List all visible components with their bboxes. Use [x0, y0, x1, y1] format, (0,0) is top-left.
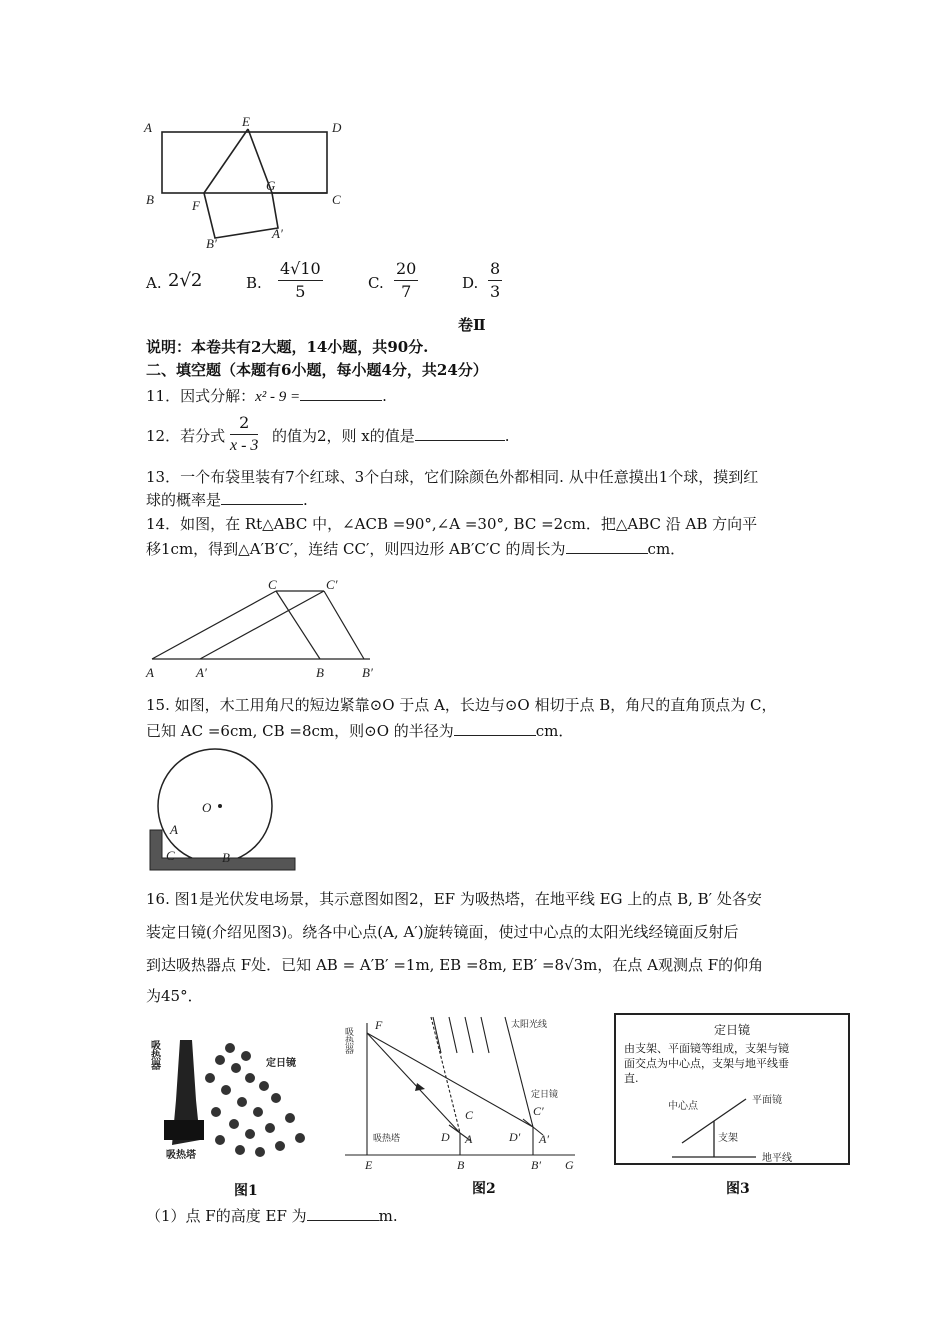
svg-text:B: B [222, 850, 230, 865]
question-16-line1: 16. 图1是光伏发电场景，其示意图如图2，EF 为吸热塔，在地平线 EG 上的点 B, B′ 处各安 [146, 890, 762, 908]
svg-text:平面镜: 平面镜 [752, 1095, 782, 1106]
label-a: A [144, 120, 152, 135]
svg-text:C′: C′ [326, 577, 338, 592]
fig1-caption: 图1 [234, 1183, 258, 1199]
question-16-line3: 到达吸热器点 F处．已知 AB = A′B′ =1m, EB =8m, EB′ =8√3m，在点 A观测点 F的仰角 [146, 956, 764, 974]
svg-text:O: O [202, 800, 212, 815]
question-15-line1: 15. 如图，木工用角尺的短边紧靠⊙O 于点 A，长边与⊙O 相切于点 B，角尺的直角顶点为 C， [146, 696, 777, 714]
svg-text:C′: C′ [533, 1104, 544, 1118]
svg-text:吸热器: 吸热器 [148, 1040, 160, 1070]
section-heading: 二、填空题（本题有6小题，每小题4分，共24分） [146, 361, 488, 379]
answer-blank-13[interactable] [221, 490, 303, 505]
q15-figure [140, 748, 310, 878]
question-13-line1: 13．一个布袋里装有7个红球、3个白球，它们除颜色外都相同. 从中任意摸出1个球，摸到红 [146, 468, 759, 486]
svg-text:A′: A′ [539, 1132, 549, 1146]
label-a-prime: A′ [272, 226, 283, 241]
question-12: 12．若分式 $\frac{2}{x - 3}$ 的值为2，则 x的值是 . [146, 413, 510, 454]
question-16-line2: 装定日镜(介绍见图3)。绕各中心点(A, A′)旋转镜面，使过中心点的太阳光线经镜面反射后 [146, 923, 739, 941]
question-16-line4: 为45°． [146, 987, 203, 1005]
answer-blank-12[interactable] [415, 426, 505, 441]
svg-text:C: C [166, 848, 175, 863]
rectangle-abcd [162, 132, 327, 193]
fig1-photo [150, 1020, 350, 1165]
fig2-diagram [345, 1015, 595, 1175]
label-f: F [192, 198, 200, 213]
svg-text:C: C [268, 577, 277, 592]
fig2-caption: 图2 [472, 1181, 496, 1197]
svg-text:F: F [375, 1018, 383, 1032]
answer-blank-11[interactable] [300, 386, 382, 401]
svg-text:吸热塔: 吸热塔 [373, 1133, 401, 1143]
question-15-line2: 已知 AC =6cm, CB =8cm，则⊙O 的半径为 cm． [146, 722, 574, 740]
svg-text:B′: B′ [531, 1158, 541, 1172]
svg-text:A: A [146, 665, 154, 680]
svg-text:中心点: 中心点 [668, 1101, 698, 1112]
svg-text:D: D [441, 1130, 450, 1144]
svg-text:A: A [170, 822, 178, 837]
svg-text:B: B [457, 1158, 465, 1172]
svg-text:定日镜: 定日镜 [266, 1058, 296, 1069]
svg-text:定日镜: 定日镜 [531, 1089, 559, 1099]
label-c: C [332, 192, 341, 207]
question-14-line1: 14．如图，在 Rt△ABC 中，∠ACB =90°,∠A =30°, BC =2cm．把△ABC 沿 AB 方向平 [146, 515, 758, 533]
svg-text:吸热器: 吸热器 [344, 1027, 354, 1054]
label-g: G [266, 178, 276, 193]
svg-text:支架: 支架 [718, 1133, 738, 1144]
svg-text:A′: A′ [196, 665, 207, 680]
section-title: 卷Ⅱ [458, 316, 486, 334]
svg-text:A: A [465, 1132, 473, 1146]
question-14-line2: 移1cm，得到△A′B′C′，连结 CC′，则四边形 AB′C′C 的周长为 cm． [146, 540, 686, 558]
answer-blank-15[interactable] [454, 721, 536, 736]
svg-text:地平线: 地平线 [762, 1153, 792, 1164]
fig3-box: 定日镜 由支架、平面镜等组成，支架与镜 面交点为中心点，支架与地平线垂 直. 中心点 平面镜 支架 地平线 [614, 1013, 850, 1165]
svg-text:E: E [365, 1158, 373, 1172]
label-d: D [332, 120, 342, 135]
fig3-caption: 图3 [726, 1181, 750, 1197]
svg-text:吸热塔: 吸热塔 [166, 1150, 196, 1161]
label-b-prime: B′ [206, 236, 217, 251]
label-b: B [146, 192, 154, 207]
svg-text:D′: D′ [509, 1130, 521, 1144]
question-16-sub1: （1）点 F的高度 EF 为 m. [146, 1207, 398, 1225]
svg-text:G: G [565, 1158, 574, 1172]
fig3-description: 由支架、平面镜等组成，支架与镜 面交点为中心点，支架与地平线垂 直. [624, 1042, 789, 1085]
circle-o [158, 749, 272, 863]
question-13-line2: 球的概率是 . [146, 491, 308, 509]
svg-text:B′: B′ [362, 665, 373, 680]
section-note: 说明：本卷共有2大题，14小题，共90分. [146, 338, 429, 356]
fold-line-ef [204, 129, 248, 193]
label-e: E [242, 114, 250, 129]
answer-blank-16-1[interactable] [307, 1206, 379, 1221]
answer-blank-14[interactable] [566, 539, 648, 554]
q14-figure [140, 575, 390, 685]
svg-text:B: B [316, 665, 324, 680]
q10-figure [140, 110, 360, 250]
svg-text:C: C [465, 1108, 474, 1122]
question-11: 11．因式分解：x² - 9 = . [146, 387, 387, 405]
svg-text:太阳光线: 太阳光线 [511, 1019, 548, 1029]
fig3-diagram [616, 1091, 848, 1163]
